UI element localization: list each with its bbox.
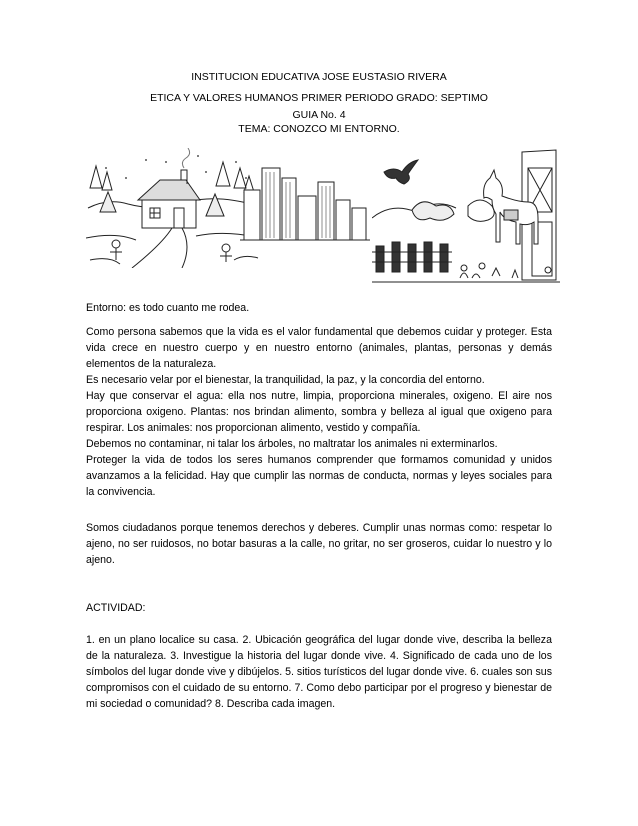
paragraph-protect-life: Proteger la vida de todos los seres humanos comprender que formamos comunidad y unidos avanzamos a la felicidad. Hay que cumplir las normas de conducta, normas y leyes sociales para la convivencia. <box>86 454 552 498</box>
horse-farm-drawing <box>372 148 560 288</box>
paragraph-citizens: Somos ciudadanos porque tenemos derechos y deberes. Cumplir unas normas como: respetar lo ajeno, no ser ruidosos, no botar basuras a la calle, no gritar, no ser groseros, cuidar lo nuestro y lo ajeno. <box>86 522 552 566</box>
paragraph-conservation: Hay que conservar el agua: ella nos nutre, limpia, proporciona minerales, oxigeno. El aire nos proporciona oxigeno. Plantas: nos brindan alimento, sombra y belleza al igual que oxigeno para respirar. Los animales: nos proporcionan alimento, vestido y compañía. <box>86 390 552 434</box>
paragraph-life-value: Como persona sabemos que la vida es el valor fundamental que debemos cuidar y proteger. Esta vida crece en nuestro cuerpo y en nuestro entorno (animales, plantas, personas y demás elementos de la naturaleza. <box>86 326 552 370</box>
guide-number: GUIA No. 4 <box>292 109 346 121</box>
definition-text: Entorno: es todo cuanto me rodea. <box>86 302 250 314</box>
topic-title: TEMA: CONOZCO MI ENTORNO. <box>238 123 400 135</box>
school-name: INSTITUCION EDUCATIVA JOSE EUSTASIO RIVERA <box>191 71 447 83</box>
city-buildings-drawing <box>240 160 370 242</box>
activity-section <box>86 632 552 712</box>
body-section <box>86 324 552 500</box>
activity-title: ACTIVIDAD: <box>86 602 146 614</box>
paragraph-no-pollution: Debemos no contaminar, ni talar los árboles, no maltratar los animales ni exterminarlos. <box>86 438 498 450</box>
activity-text: 1. en un plano localice su casa. 2. Ubicación geográfica del lugar donde vive, describa la belleza de la naturaleza. 3. Investigue la historia del lugar donde vive. 4. Significado de cada uno de los símbolos del lugar donde vive y dibújelos. 5. sitios turísticos del lugar donde vive. 6. cuales son sus compromisos con el cuidado de su entorno. 7. Como debo participar por el progreso y bienestar de mi sociedad o comunidad? 8. Describa cada imagen. <box>86 634 552 710</box>
activity-heading <box>86 600 552 616</box>
course-line: ETICA Y VALORES HUMANOS PRIMER PERIODO GRADO: SEPTIMO <box>150 92 488 104</box>
entorno-definition <box>86 300 552 316</box>
citizens-section <box>86 520 552 568</box>
winter-village-drawing <box>86 148 260 268</box>
paragraph-wellbeing: Es necesario velar por el bienestar, la tranquilidad, la paz, y la concordia del entorno. <box>86 374 485 386</box>
